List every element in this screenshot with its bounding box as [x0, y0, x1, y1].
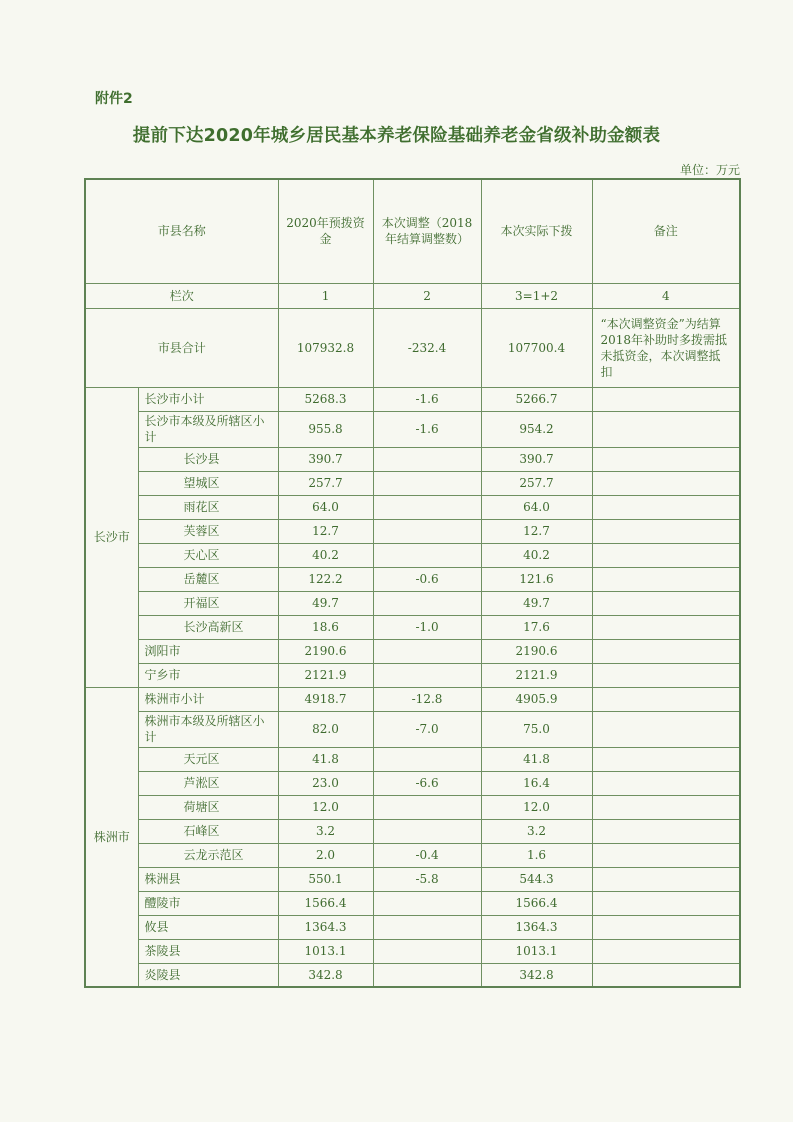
adjust-value — [373, 915, 481, 939]
district-name: 长沙高新区 — [138, 615, 278, 639]
district-name: 长沙市小计 — [138, 387, 278, 411]
prealloc-value: 122.2 — [278, 567, 373, 591]
actual-value: 12.7 — [481, 519, 592, 543]
adjust-value — [373, 495, 481, 519]
adjust-value: -0.6 — [373, 567, 481, 591]
prealloc-value: 257.7 — [278, 471, 373, 495]
prealloc-value: 1013.1 — [278, 939, 373, 963]
adjust-value — [373, 891, 481, 915]
note-cell — [592, 867, 740, 891]
district-name: 芦淞区 — [138, 771, 278, 795]
table-row — [85, 891, 740, 915]
prealloc-value: 41.8 — [278, 747, 373, 771]
prealloc-value: 390.7 — [278, 447, 373, 471]
total-actual: 107700.4 — [481, 308, 592, 387]
table-row — [85, 615, 740, 639]
district-name: 芙蓉区 — [138, 519, 278, 543]
column-index-4: 4 — [592, 283, 740, 308]
district-name: 长沙县 — [138, 447, 278, 471]
note-cell — [592, 567, 740, 591]
total-label: 市县合计 — [85, 308, 278, 387]
district-name: 茶陵县 — [138, 939, 278, 963]
prealloc-value: 4918.7 — [278, 687, 373, 711]
table-row — [85, 843, 740, 867]
prealloc-value: 342.8 — [278, 963, 373, 987]
header-name: 市县名称 — [85, 179, 278, 283]
prealloc-value: 64.0 — [278, 495, 373, 519]
adjust-value: -6.6 — [373, 771, 481, 795]
city-name: 株洲市 — [85, 687, 138, 987]
actual-value: 342.8 — [481, 963, 592, 987]
actual-value: 5266.7 — [481, 387, 592, 411]
adjust-value: -0.4 — [373, 843, 481, 867]
prealloc-value: 49.7 — [278, 591, 373, 615]
district-name: 株洲县 — [138, 867, 278, 891]
district-name: 炎陵县 — [138, 963, 278, 987]
prealloc-value: 1364.3 — [278, 915, 373, 939]
adjust-value: -1.6 — [373, 411, 481, 447]
table-row — [85, 915, 740, 939]
adjust-value — [373, 447, 481, 471]
district-name: 岳麓区 — [138, 567, 278, 591]
column-index-3: 3=1+2 — [481, 283, 592, 308]
district-name: 天心区 — [138, 543, 278, 567]
actual-value: 2190.6 — [481, 639, 592, 663]
actual-value: 16.4 — [481, 771, 592, 795]
attachment-label: 附件2 — [95, 91, 133, 107]
column-index-label: 栏次 — [85, 283, 278, 308]
table-row — [85, 939, 740, 963]
subsidy-table — [84, 178, 741, 988]
actual-value: 12.0 — [481, 795, 592, 819]
note-cell — [592, 495, 740, 519]
prealloc-value: 23.0 — [278, 771, 373, 795]
table-row — [85, 543, 740, 567]
prealloc-value: 5268.3 — [278, 387, 373, 411]
adjust-value: -12.8 — [373, 687, 481, 711]
note-cell — [592, 939, 740, 963]
prealloc-value: 82.0 — [278, 711, 373, 747]
note-cell — [592, 519, 740, 543]
unit-label: 单位：万元 — [679, 163, 740, 177]
actual-value: 17.6 — [481, 615, 592, 639]
note-cell — [592, 687, 740, 711]
table-row — [85, 771, 740, 795]
note-cell — [592, 963, 740, 987]
adjust-value: -1.6 — [373, 387, 481, 411]
note-cell — [592, 843, 740, 867]
prealloc-value: 18.6 — [278, 615, 373, 639]
prealloc-value: 550.1 — [278, 867, 373, 891]
total-note: “本次调整资金”为结算2018年补助时多拨需抵未抵资金，本次调整抵扣 — [592, 308, 740, 387]
table-row — [85, 591, 740, 615]
table-row — [85, 519, 740, 543]
table-row — [85, 711, 740, 747]
prealloc-value: 2.0 — [278, 843, 373, 867]
prealloc-value: 12.7 — [278, 519, 373, 543]
prealloc-value: 955.8 — [278, 411, 373, 447]
header-adjust: 本次调整（2018年结算调整数） — [373, 179, 481, 283]
page-title: 提前下达2020年城乡居民基本养老保险基础养老金省级补助金额表 — [132, 126, 661, 146]
actual-value: 1013.1 — [481, 939, 592, 963]
district-name: 醴陵市 — [138, 891, 278, 915]
actual-value: 2121.9 — [481, 663, 592, 687]
note-cell — [592, 387, 740, 411]
prealloc-value: 2121.9 — [278, 663, 373, 687]
adjust-value — [373, 939, 481, 963]
actual-value: 121.6 — [481, 567, 592, 591]
note-cell — [592, 615, 740, 639]
note-cell — [592, 771, 740, 795]
actual-value: 257.7 — [481, 471, 592, 495]
adjust-value — [373, 471, 481, 495]
table-row — [85, 639, 740, 663]
actual-value: 954.2 — [481, 411, 592, 447]
table-row — [85, 747, 740, 771]
adjust-value — [373, 963, 481, 987]
header-note: 备注 — [592, 179, 740, 283]
district-name: 株洲市本级及所辖区小计 — [138, 711, 278, 747]
table-row — [85, 567, 740, 591]
note-cell — [592, 795, 740, 819]
city-name: 长沙市 — [85, 387, 138, 687]
actual-value: 3.2 — [481, 819, 592, 843]
note-cell — [592, 639, 740, 663]
district-name: 攸县 — [138, 915, 278, 939]
adjust-value — [373, 639, 481, 663]
adjust-value — [373, 747, 481, 771]
prealloc-value: 12.0 — [278, 795, 373, 819]
adjust-value — [373, 819, 481, 843]
actual-value: 1364.3 — [481, 915, 592, 939]
prealloc-value: 40.2 — [278, 543, 373, 567]
district-name: 宁乡市 — [138, 663, 278, 687]
table-row — [85, 411, 740, 447]
adjust-value: -5.8 — [373, 867, 481, 891]
district-name: 荷塘区 — [138, 795, 278, 819]
note-cell — [592, 747, 740, 771]
adjust-value: -1.0 — [373, 615, 481, 639]
district-name: 株洲市小计 — [138, 687, 278, 711]
actual-value: 1566.4 — [481, 891, 592, 915]
actual-value: 40.2 — [481, 543, 592, 567]
header-actual: 本次实际下拨 — [481, 179, 592, 283]
district-name: 天元区 — [138, 747, 278, 771]
adjust-value: -7.0 — [373, 711, 481, 747]
district-name: 石峰区 — [138, 819, 278, 843]
district-name: 长沙市本级及所辖区小计 — [138, 411, 278, 447]
note-cell — [592, 663, 740, 687]
actual-value: 64.0 — [481, 495, 592, 519]
adjust-value — [373, 519, 481, 543]
note-cell — [592, 915, 740, 939]
district-name: 浏阳市 — [138, 639, 278, 663]
table-row — [85, 867, 740, 891]
column-index-row — [85, 283, 740, 308]
adjust-value — [373, 795, 481, 819]
note-cell — [592, 447, 740, 471]
note-cell — [592, 819, 740, 843]
header-prealloc: 2020年预拨资金 — [278, 179, 373, 283]
header-row — [85, 179, 740, 283]
table-row — [85, 447, 740, 471]
district-name: 云龙示范区 — [138, 843, 278, 867]
adjust-value — [373, 663, 481, 687]
actual-value: 4905.9 — [481, 687, 592, 711]
actual-value: 1.6 — [481, 843, 592, 867]
district-name: 开福区 — [138, 591, 278, 615]
actual-value: 75.0 — [481, 711, 592, 747]
adjust-value — [373, 591, 481, 615]
district-name: 雨花区 — [138, 495, 278, 519]
table-row — [85, 387, 740, 411]
note-cell — [592, 543, 740, 567]
adjust-value — [373, 543, 481, 567]
actual-value: 544.3 — [481, 867, 592, 891]
table-row — [85, 963, 740, 987]
prealloc-value: 2190.6 — [278, 639, 373, 663]
note-cell — [592, 471, 740, 495]
total-row — [85, 308, 740, 387]
actual-value: 390.7 — [481, 447, 592, 471]
table-row — [85, 663, 740, 687]
actual-value: 41.8 — [481, 747, 592, 771]
table-row — [85, 471, 740, 495]
table-row — [85, 819, 740, 843]
prealloc-value: 3.2 — [278, 819, 373, 843]
note-cell — [592, 411, 740, 447]
note-cell — [592, 891, 740, 915]
table-row — [85, 687, 740, 711]
total-prealloc: 107932.8 — [278, 308, 373, 387]
note-cell — [592, 711, 740, 747]
column-index-1: 1 — [278, 283, 373, 308]
actual-value: 49.7 — [481, 591, 592, 615]
district-name: 望城区 — [138, 471, 278, 495]
note-cell — [592, 591, 740, 615]
total-adjust: -232.4 — [373, 308, 481, 387]
table-row — [85, 495, 740, 519]
column-index-2: 2 — [373, 283, 481, 308]
prealloc-value: 1566.4 — [278, 891, 373, 915]
table-row — [85, 795, 740, 819]
